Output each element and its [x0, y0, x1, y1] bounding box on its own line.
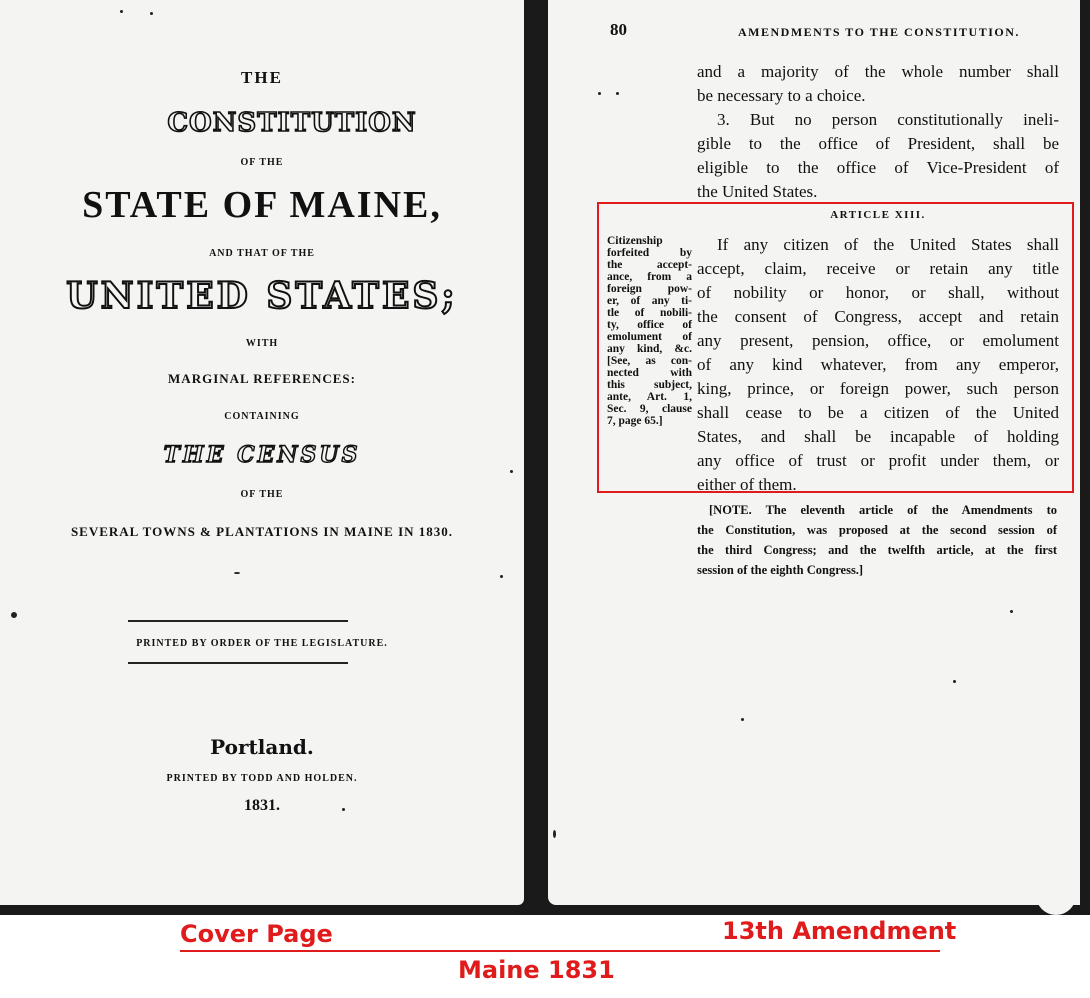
article-title: ARTICLE XIII. — [830, 209, 926, 221]
cover-constitution-heading: CONSTITUTION — [167, 108, 417, 138]
article-line: either of them. — [697, 475, 797, 494]
scan-speck — [11, 612, 17, 618]
margin-note-line: ance, from a — [607, 271, 692, 283]
caption-13th-amendment: 13th Amendment — [722, 917, 957, 945]
margin-note-line: any kind, &c. — [607, 343, 692, 355]
scan-speck — [120, 10, 123, 13]
preceding-line: the United States. — [697, 182, 818, 201]
preceding-line: gible to the office of President, shall be — [697, 134, 1059, 153]
cover-and-that-of-the: AND THAT OF THE — [209, 248, 315, 259]
margin-note-line: emolument of — [607, 331, 692, 343]
scan-speck — [598, 92, 601, 95]
margin-note-line: forfeited by — [607, 247, 692, 259]
scan-speck — [510, 470, 513, 473]
article-line: of any kind whatever, from any emperor, — [697, 355, 1059, 374]
note-line: [NOTE. The eleventh article of the Amendments to — [709, 503, 1057, 517]
scan-speck — [150, 12, 153, 15]
margin-note-line: 7, page 65.] — [607, 415, 663, 427]
margin-note-line: ty, office of — [607, 319, 692, 331]
scan-speck — [1010, 610, 1013, 613]
cover-printed-by-order: PRINTED BY ORDER OF THE LEGISLATURE. — [136, 638, 388, 649]
article-line: States, and shall be incapable of holding — [697, 427, 1059, 446]
cover-containing: CONTAINING — [224, 411, 300, 422]
scan-speck — [553, 830, 556, 838]
cover-place: Portland. — [210, 735, 314, 759]
margin-note-line: this subject, — [607, 379, 692, 391]
caption-cover-page: Cover Page — [180, 920, 333, 948]
article-line: of nobility or honor, or shall, without — [697, 283, 1059, 302]
margin-note-line: er, of any ti- — [607, 295, 692, 307]
article-line: any present, pension, office, or emolument — [697, 331, 1059, 350]
cover-rule-top — [128, 620, 348, 622]
margin-note-line: [See, as con- — [607, 355, 692, 367]
margin-note-line: Citizenship — [607, 235, 663, 247]
cover-several-towns: SEVERAL TOWNS & PLANTATIONS IN MAINE IN 1830. — [70, 524, 454, 539]
cover-year: 1831. — [244, 797, 280, 814]
cover-marginal-references: MARGINAL REFERENCES: — [168, 371, 356, 386]
scan-speck — [500, 575, 503, 578]
margin-note-line: ante, Art. 1, — [607, 391, 692, 403]
article-line: any office of trust or profit under them, or — [697, 451, 1059, 470]
margin-note-line: nected with — [607, 367, 692, 379]
page-corner-blot — [1036, 875, 1076, 915]
article-line: accept, claim, receive or retain any title — [697, 259, 1059, 278]
note-line: the Constitution, was proposed at the second session of — [697, 523, 1057, 537]
page-number: 80 — [610, 20, 627, 39]
scan-speck — [741, 718, 744, 721]
preceding-line: and a majority of the whole number shall — [697, 62, 1059, 81]
article-line: king, prince, or foreign power, such person — [697, 379, 1059, 398]
running-head: AMENDMENTS TO THE CONSTITUTION. — [738, 25, 1020, 39]
cover-of-the-2: OF THE — [240, 489, 284, 500]
cover-rule-bottom — [128, 662, 348, 664]
article-line: the consent of Congress, accept and retain — [697, 307, 1059, 326]
caption-maine-1831: Maine 1831 — [458, 956, 615, 984]
margin-note-line: Sec. 9, clause — [607, 403, 692, 415]
caption-underline — [180, 950, 940, 952]
scan-speck — [616, 92, 619, 95]
margin-note-line: tle of nobili- — [607, 307, 692, 319]
note-line: session of the eighth Congress.] — [697, 563, 864, 577]
margin-note-line: the accept- — [607, 259, 692, 271]
preceding-line: eligible to the office of Vice-President of — [697, 158, 1059, 177]
scan-speck — [234, 572, 240, 574]
cover-the-census: THE CENSUS — [163, 442, 361, 468]
note-line: the third Congress; and the twelfth article, at the first — [697, 543, 1057, 557]
article-line: shall cease to be a citizen of the United — [697, 403, 1059, 422]
margin-note-line: foreign pow- — [607, 283, 692, 295]
article-line: If any citizen of the United States shall — [717, 235, 1059, 254]
scan-speck — [953, 680, 956, 683]
cover-united-states: UNITED STATES; — [66, 275, 458, 317]
cover-printers: PRINTED BY TODD AND HOLDEN. — [166, 773, 358, 784]
cover-of-the: OF THE — [240, 157, 284, 168]
cover-state-of-maine: STATE OF MAINE, — [82, 184, 442, 226]
cover-the: THE — [241, 68, 283, 87]
preceding-line: be necessary to a choice. — [697, 86, 866, 105]
cover-with: WITH — [245, 338, 279, 349]
preceding-line: 3. But no person constitutionally ineli- — [717, 110, 1059, 129]
